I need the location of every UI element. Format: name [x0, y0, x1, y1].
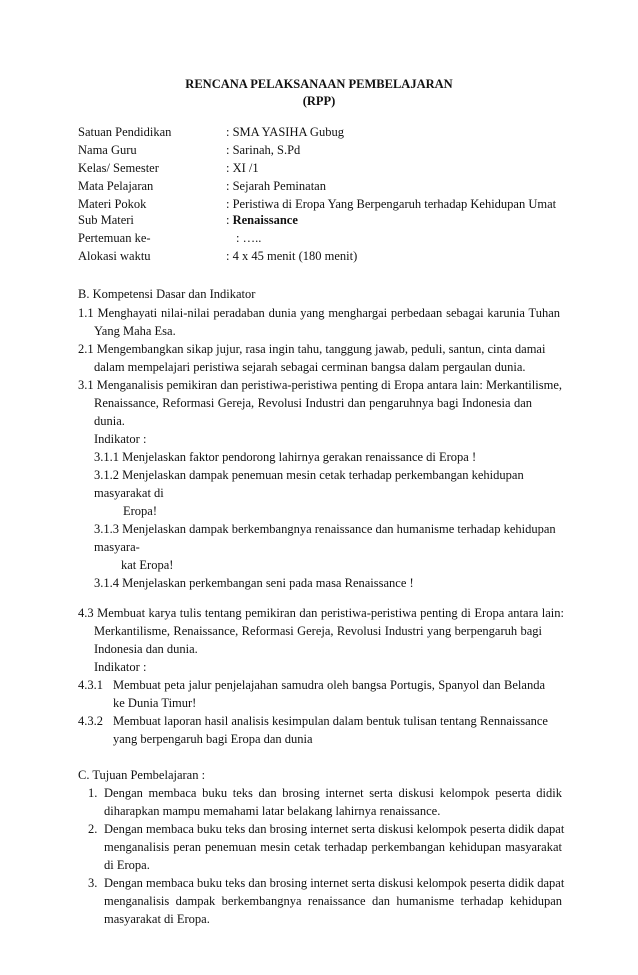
identity-value [226, 213, 298, 228]
tujuan-1-line: diharapkan mampu memahami latar belakang lahirnya renaissance. [104, 804, 441, 818]
kd-1-1-line: Yang Maha Esa. [94, 324, 176, 338]
identity-label: Kelas/ Semester [78, 161, 159, 175]
document-subtitle: (RPP) [302, 94, 336, 108]
identity-label: Satuan Pendidikan [78, 125, 172, 139]
indikator-3-1-4: 3.1.4 Menjelaskan perkembangan seni pada masa Renaissance ! [94, 576, 414, 590]
identity-value-bold: Renaissance [232, 213, 298, 227]
indikator-3-1-2-line: masyarakat di [94, 486, 164, 500]
tujuan-1-number: 1. [88, 786, 98, 800]
identity-label: Mata Pelajaran [78, 179, 154, 193]
identity-label: Materi Pokok [78, 197, 147, 211]
tujuan-2-line: Dengan membaca buku teks dan brosing internet serta diskusi kelompok peserta didik dapat [104, 822, 565, 836]
indikator-4-3-2-line: yang berpengaruh bagi Eropa dan dunia [113, 732, 313, 746]
identity-value: : SMA YASIHA Gubug [226, 125, 344, 139]
tujuan-3-line: Dengan membaca buku teks dan brosing internet serta diskusi kelompok peserta didik dapat [104, 876, 565, 890]
identity-value-prefix: : [226, 213, 233, 227]
indikator-4-3-1-line: Membuat peta jalur penjelajahan samudra oleh bangsa Portugis, Spanyol dan Belanda [113, 678, 545, 692]
identity-value: : ….. [236, 231, 262, 245]
tujuan-1-line: Dengan membaca buku teks dan brosing internet serta diskusi kelompok peserta didik [104, 786, 562, 800]
kd-1-1-line: 1.1 Menghayati nilai-nilai peradaban dunia yang menghargai perbedaan sebagai karunia Tuhan [78, 306, 560, 320]
section-c-heading: C. Tujuan Pembelajaran : [78, 768, 206, 782]
indikator-label: Indikator : [94, 432, 147, 446]
indikator-3-1-3-line: kat Eropa! [121, 558, 174, 572]
indikator-label: Indikator : [94, 660, 147, 674]
indikator-3-1-1: 3.1.1 Menjelaskan faktor pendorong lahirnya gerakan renaissance di Eropa ! [94, 450, 477, 464]
indikator-4-3-2-line: Membuat laporan hasil analisis kesimpulan dalam bentuk tulisan tentang Rennaissance [113, 714, 548, 728]
indikator-4-3-2-number: 4.3.2 [78, 714, 103, 728]
identity-value: : Sejarah Peminatan [226, 179, 326, 193]
indikator-3-1-2-line: Eropa! [123, 504, 158, 518]
identity-value: : Peristiwa di Eropa Yang Berpengaruh terhadap Kehidupan Umat [226, 197, 557, 211]
document-title: RENCANA PELAKSANAAN PEMBELAJARAN [185, 77, 453, 91]
identity-value: : 4 x 45 menit (180 menit) [226, 249, 358, 263]
identity-label: Nama Guru [78, 143, 137, 157]
indikator-3-1-3-line: 3.1.3 Menjelaskan dampak berkembangnya renaissance dan humanisme terhadap kehidupan [94, 522, 556, 536]
indikator-4-3-1-number: 4.3.1 [78, 678, 103, 692]
indikator-3-1-2-line: 3.1.2 Menjelaskan dampak penemuan mesin cetak terhadap perkembangan kehidupan [94, 468, 524, 482]
kd-4-3-line: Merkantilisme, Renaissance, Reformasi Gereja, Revolusi Industri yang berpengaruh bagi [94, 624, 542, 638]
indikator-3-1-3-line: masyara- [94, 540, 140, 554]
tujuan-2-line: di Eropa. [104, 858, 150, 872]
tujuan-3-line: menganalisis dampak berkembangnya renaissance dan humanisme terhadap kehidupan [104, 894, 562, 908]
kd-4-3-line: 4.3 Membuat karya tulis tentang pemikiran dan peristiwa-peristiwa penting di Eropa antara lain: [78, 606, 564, 620]
identity-label: Sub Materi [78, 213, 134, 227]
kd-3-1-line: 3.1 Menganalisis pemikiran dan peristiwa-peristiwa penting di Eropa antara lain: Merkantilisme, [78, 378, 562, 392]
indikator-4-3-1-line: ke Dunia Timur! [113, 696, 197, 710]
tujuan-3-number: 3. [88, 876, 98, 890]
kd-2-1-line: 2.1 Mengembangkan sikap jujur, rasa ingin tahu, tanggung jawab, peduli, santun, cinta damai [78, 342, 546, 356]
identity-label: Pertemuan ke- [78, 231, 151, 245]
kd-2-1-line: dalam mempelajari peristiwa sejarah sebagai cerminan bangsa dalam pergaulan dunia. [94, 360, 526, 374]
identity-label: Alokasi waktu [78, 249, 151, 263]
identity-value: : XI /1 [226, 161, 259, 175]
kd-4-3-line: Indonesia dan dunia. [94, 642, 198, 656]
tujuan-2-line: menganalisis peran penemuan mesin cetak terhadap perkembangan kehidupan masyarakat [104, 840, 562, 854]
section-b-heading: B. Kompetensi Dasar dan Indikator [78, 287, 256, 301]
kd-3-1-line: Renaissance, Reformasi Gereja, Revolusi Industri dan pengaruhnya bagi Indonesia dan [94, 396, 532, 410]
tujuan-2-number: 2. [88, 822, 98, 836]
tujuan-3-line: masyarakat di Eropa. [104, 912, 210, 926]
identity-value: : Sarinah, S.Pd [226, 143, 301, 157]
kd-3-1-line: dunia. [94, 414, 125, 428]
